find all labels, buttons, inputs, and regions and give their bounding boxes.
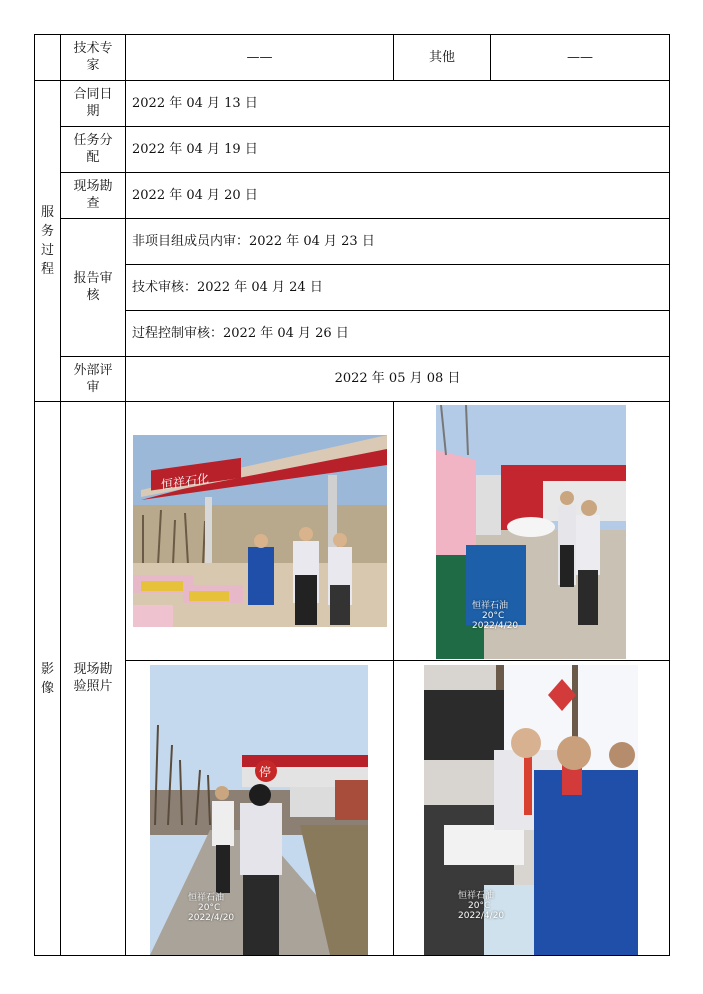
- site-survey-label: 现场勘查: [61, 173, 126, 219]
- watermark-3: [458, 891, 504, 921]
- images-label: 影像: [35, 402, 61, 956]
- task-assign-label: 任务分配: [61, 127, 126, 173]
- site-survey-value: 2022 年 04 月 20 日: [126, 173, 670, 219]
- watermark-brand: 恒祥石油: [188, 893, 225, 903]
- stop-sign-glyph: 停: [259, 765, 272, 779]
- row-report-review-1: [35, 219, 670, 265]
- other-label: 其他: [394, 35, 491, 81]
- row-external-review: [35, 357, 670, 402]
- service-record-table: [34, 34, 670, 956]
- process-control-review-value: 过程控制审核：2022 年 04 月 26 日: [126, 311, 670, 357]
- photo-cell-2: [394, 402, 670, 661]
- watermark-brand: 恒祥石油: [458, 891, 495, 901]
- watermark-date: 2022/4/20: [458, 911, 505, 921]
- row-site-survey: [35, 173, 670, 219]
- row-report-review-2: [35, 265, 670, 311]
- external-review-label: 外部评审: [61, 357, 126, 402]
- watermark-temp: 20°C: [198, 903, 221, 913]
- photo-bins-station: [436, 405, 626, 659]
- station-sign: 恒祥石化: [161, 471, 209, 493]
- internal-review-value: 非项目组成员内审：2022 年 04 月 23 日: [126, 219, 670, 265]
- site-photos-label: 现场勘验照片: [61, 402, 126, 956]
- watermark-date: 2022/4/20: [472, 621, 519, 631]
- report-review-label: 报告审核: [61, 219, 126, 357]
- technical-review-value: 技术审核：2022 年 04 月 24 日: [126, 265, 670, 311]
- watermark-1: [472, 601, 518, 631]
- other-value: ——: [491, 35, 670, 81]
- row-report-review-3: [35, 311, 670, 357]
- photo-roadside-sign: [150, 665, 368, 955]
- tech-expert-value: ——: [126, 35, 394, 81]
- photo-cell-1: [126, 402, 394, 661]
- photo-office-review: [424, 665, 638, 955]
- contract-date-value: 2022 年 04 月 13 日: [126, 81, 670, 127]
- row-task-assign: [35, 127, 670, 173]
- external-review-value: 2022 年 05 月 08 日: [126, 357, 670, 402]
- service-process-label: 服务过程: [35, 81, 61, 402]
- photo-cell-4: [394, 661, 670, 956]
- watermark-temp: 20°C: [468, 901, 491, 911]
- row-tech-expert: [35, 35, 670, 81]
- watermark-date: 2022/4/20: [188, 913, 235, 923]
- photo-gas-station-canopy: [133, 435, 387, 627]
- row-photos-bottom: [35, 661, 670, 956]
- blank-cell: [35, 35, 61, 81]
- watermark-temp: 20°C: [482, 611, 505, 621]
- watermark-brand: 恒祥石油: [472, 601, 509, 611]
- row-contract-date: [35, 81, 670, 127]
- watermark-2: [188, 893, 234, 923]
- row-photos-top: [35, 402, 670, 661]
- contract-date-label: 合同日期: [61, 81, 126, 127]
- tech-expert-label: 技术专家: [61, 35, 126, 81]
- photo-cell-3: [126, 661, 394, 956]
- task-assign-value: 2022 年 04 月 19 日: [126, 127, 670, 173]
